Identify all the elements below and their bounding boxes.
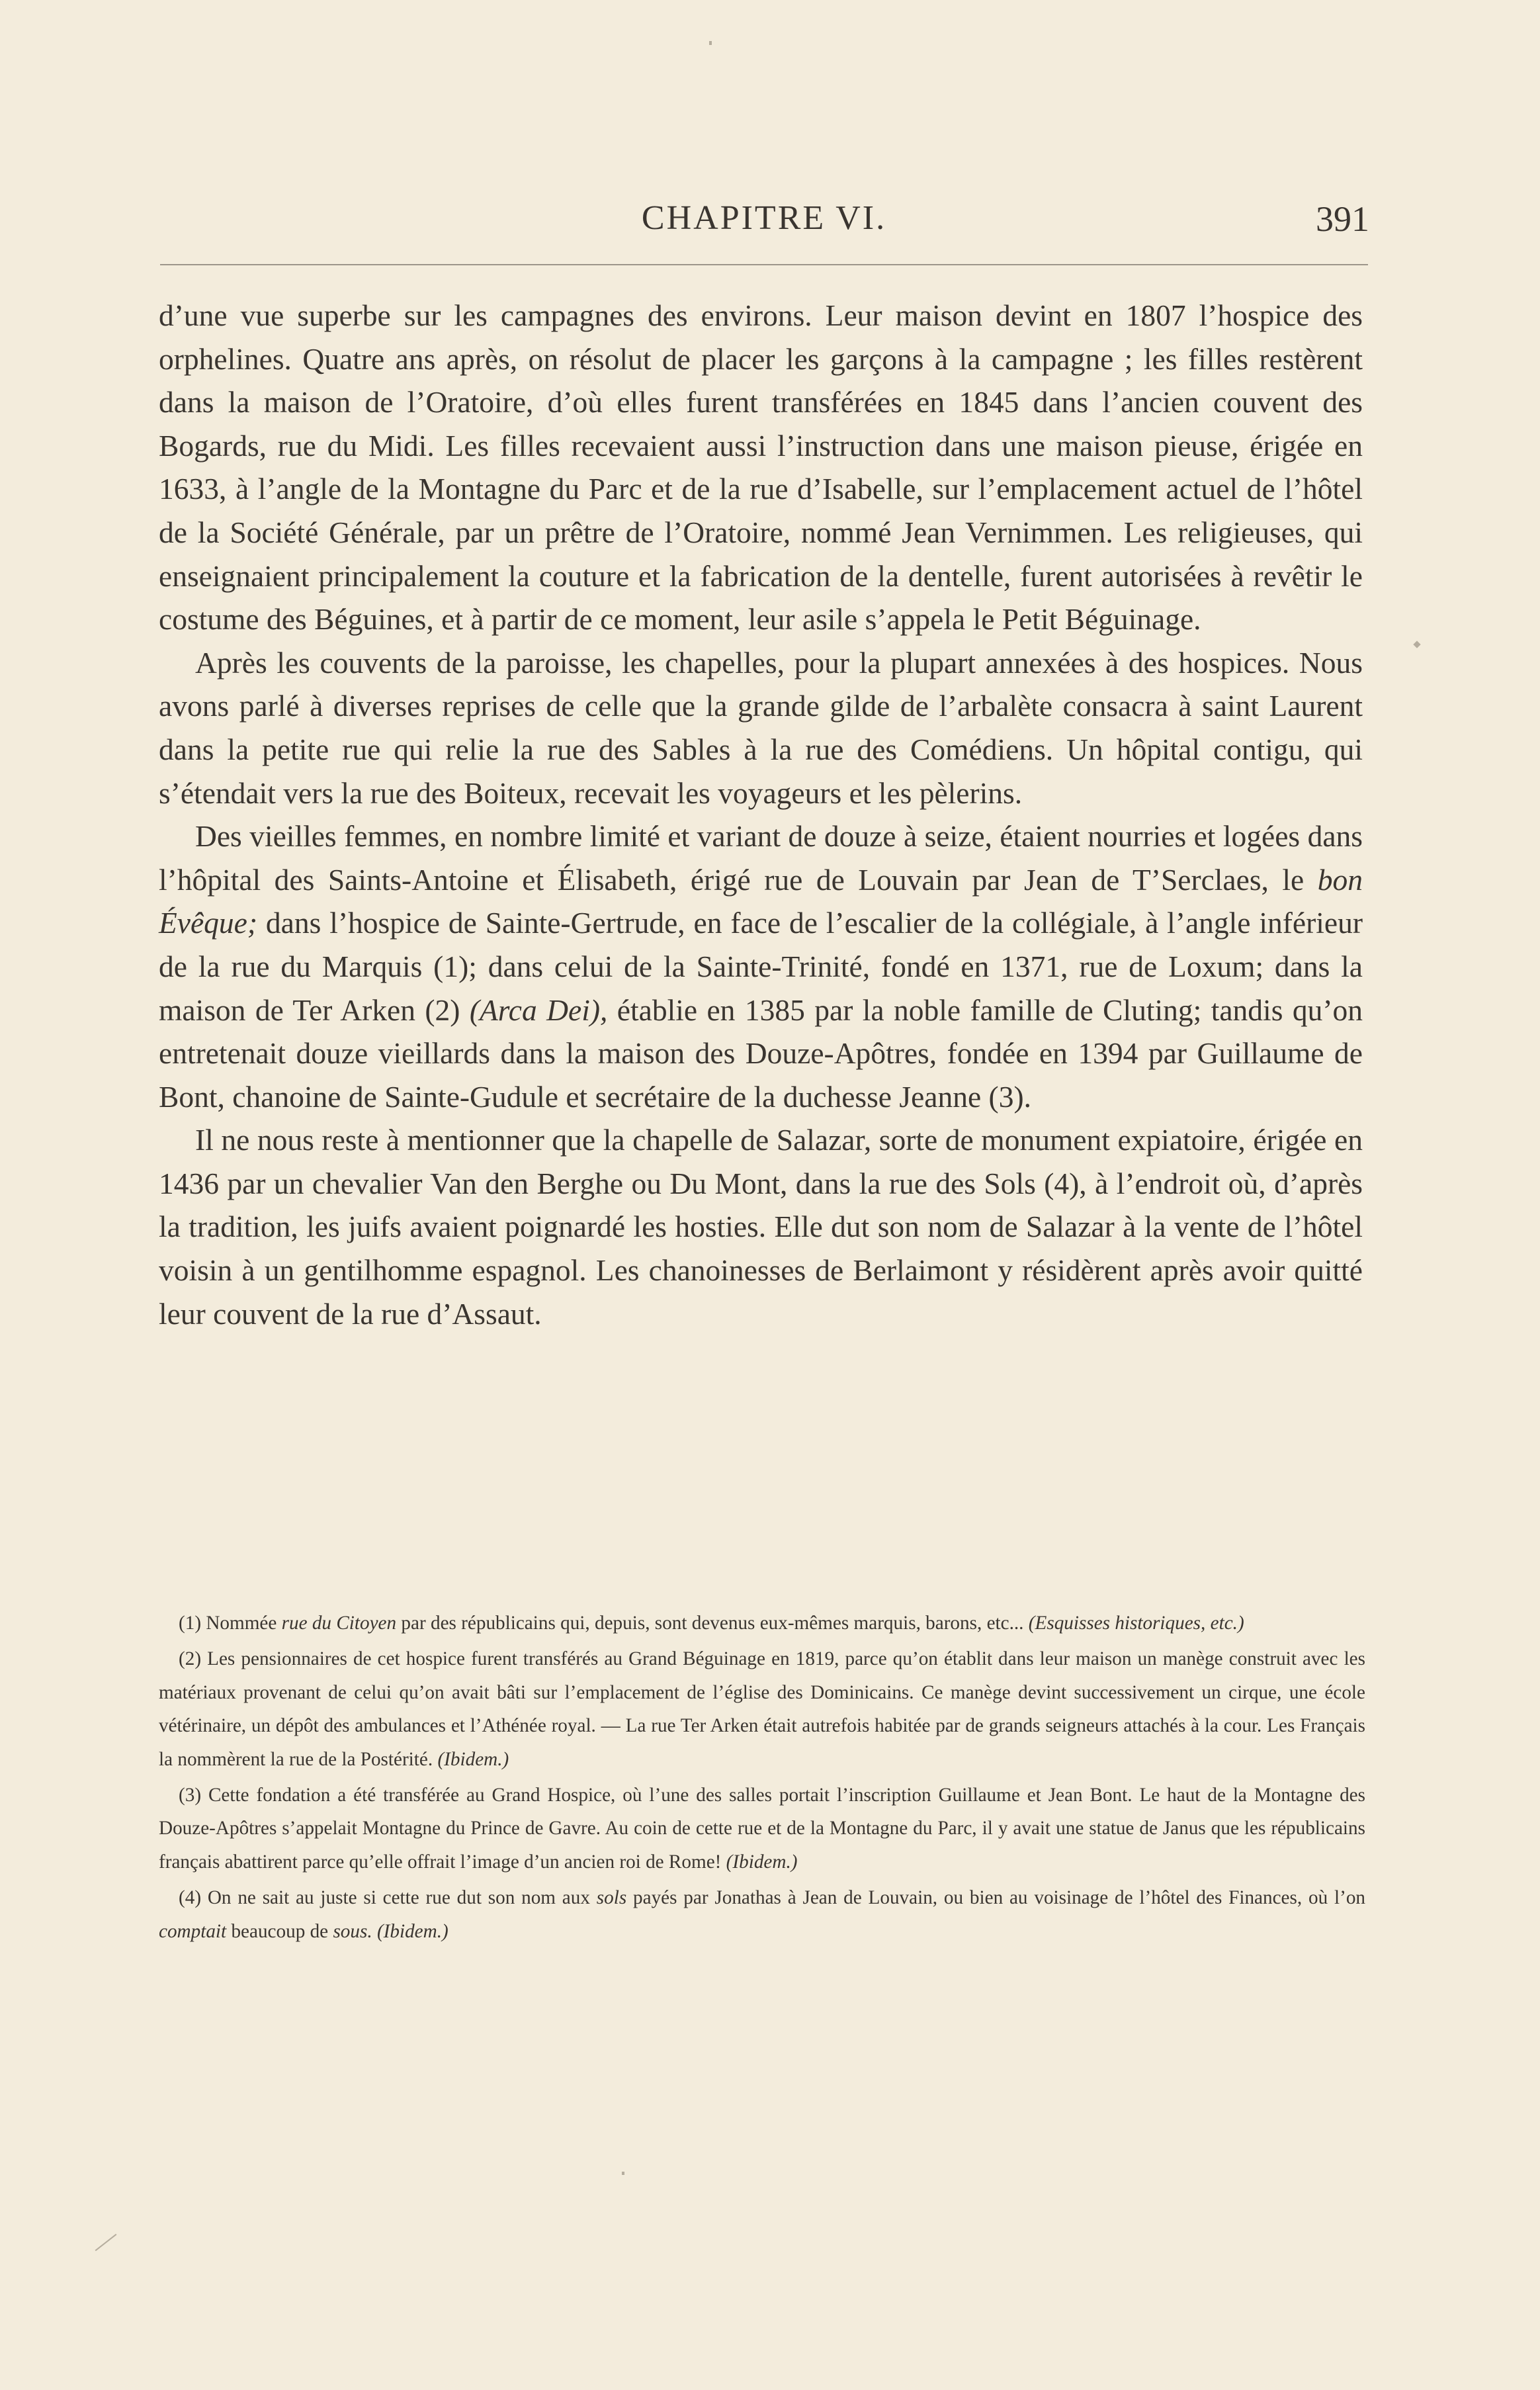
footnote-text: beaucoup de	[226, 1920, 333, 1942]
paper-speck	[95, 2234, 117, 2251]
paragraph	[159, 815, 1363, 1118]
footnote-text: (4) On ne sait au juste si cette rue dut son nom aux	[179, 1887, 597, 1909]
italic-text: (Ibidem.)	[376, 1920, 449, 1942]
header-rule	[160, 264, 1368, 265]
page-number: 391	[1316, 199, 1369, 239]
paragraph-text: Des vieilles femmes, en nombre limité et variant de douze à seize, étaient nourries et logées dans l’hôpital des Saints-Antoine et Élisabeth, érigé rue de Louvain par Jean de T’Serclaes, le	[159, 819, 1363, 897]
running-header	[159, 199, 1369, 251]
footnote-1	[159, 1607, 1365, 1640]
italic-text: sols	[596, 1887, 627, 1909]
paragraph: Après les couvents de la paroisse, les chapelles, pour la plupart annexées à des hospices. Nous avons parlé à diverses reprises de celle que la grande gilde de l’arbalète consacra à saint Laurent dans la petite rue qui relie la rue des Sables à la rue des Comédiens. Un hôpital contigu, qui s’étendait vers la rue des Boiteux, recevait les voyageurs et les pèlerins.	[159, 645, 1363, 810]
italic-text: (Ibidem.)	[437, 1748, 509, 1770]
footnote-text: (3) Cette fondation a été transférée au Grand Hospice, où l’une des salles portait l’inscription Guillaume et Jean Bont. Le haut de la Montagne des Douze-Apôtres s’appelait Montagne du Prince de Gavre. Au coin de cette rue et de la Montagne du Parc, il y avait une statue de Janus que les républicains français abattirent parce qu’elle offrait l’image d’un ancien roi de Rome!	[159, 1785, 1365, 1873]
italic-text: (Arca Dei),	[469, 993, 608, 1027]
italic-text: comptait	[159, 1920, 227, 1942]
paragraph-text: dans l’hospice de Sainte-Gertrude, en face de l’escalier de la collégiale, à l’angle inférieur de la rue du Marquis (1); dans celui de la Sainte-Trinité, fondé en 1371, rue de Loxum; dans la maison de Ter Arken (2)	[159, 906, 1363, 1027]
paragraph: Il ne nous reste à mentionner que la chapelle de Salazar, sorte de monument expiatoire, érigée en 1436 par un chevalier Van den Berghe ou Du Mont, dans la rue des Sols (4), à l’endroit où, d’après la tradition, les juifs avaient poignardé les hosties. Elle dut son nom de Salazar à la vente de l’hôtel voisin à un gentilhomme espagnol. Les chanoinesses de Berlaimont y résidèrent après avoir quitté leur couvent de la rue d’Assaut.	[159, 1123, 1363, 1331]
italic-text: bon Évêque;	[159, 862, 1363, 940]
footnote-text: (2) Les pensionnaires de cet hospice furent transférés au Grand Béguinage en 1819, parce qu’on établit dans leur maison un manège construit avec les matériaux provenant de celui qu’on avait bâti sur l’emplacement de l’église des Dominicains. Ce manège devint successivement un cirque, une école vétérinaire, un dépôt des ambulances et l’Athénée royal. — La rue Ter Arken était autrefois habitée par de grands seigneurs attachés à la cour. Les Français la nommèrent la rue de la Postérité.	[159, 1648, 1365, 1770]
italic-text: rue du Citoyen	[281, 1613, 397, 1634]
paragraph-text: établie en 1385 par la noble famille de Cluting; tandis qu’on entretenait douze vieillards dans la maison des Douze-Apôtres, fondée en 1394 par Guillaume de Bont, chanoine de Sainte-Gudule et secrétaire de la duchesse Jeanne (3).	[159, 993, 1363, 1114]
footnote-3	[159, 1779, 1365, 1879]
italic-text: sous.	[333, 1920, 372, 1942]
paper-speck	[622, 2172, 624, 2175]
footnotes	[159, 1607, 1365, 1948]
footnote-text: payés par Jonathas à Jean de Louvain, ou bien au voisinage de l’hôtel des Finances, où l’on	[626, 1887, 1366, 1909]
chapter-title: CHAPITRE VI.	[641, 199, 887, 237]
footnote-text: par des républicains qui, depuis, sont devenus eux-mêmes marquis, barons, etc...	[396, 1613, 1029, 1634]
main-text	[159, 294, 1363, 1335]
footnote-text	[372, 1921, 377, 1942]
paper-speck	[1413, 641, 1420, 648]
italic-text: (Ibidem.)	[726, 1851, 798, 1873]
italic-text: (Esquisses historiques, etc.)	[1028, 1613, 1244, 1634]
footnote-2	[159, 1642, 1365, 1776]
paragraph: d’une vue superbe sur les campagnes des environs. Leur maison devint en 1807 l’hospice des orphelines. Quatre ans après, on résolut de placer les garçons à la campagne ; les filles restèrent dans la maison de l’Oratoire, d’où elles furent transférées en 1845 dans l’ancien couvent des Bogards, rue du Midi. Les filles recevaient aussi l’instruction dans une maison pieuse, érigée en 1633, à l’angle de la Montagne du Parc et de la rue d’Isabelle, sur l’emplacement actuel de l’hôtel de la Société Générale, par un prêtre de l’Oratoire, nommé Jean Vernimmen. Les religieuses, qui enseignaient principalement la couture et la fabrication de la dentelle, furent autorisées à revêtir le costume des Béguines, et à partir de ce moment, leur asile s’appela le Petit Béguinage.	[159, 298, 1363, 637]
paper-speck	[709, 41, 712, 45]
footnote-text: (1) Nommée	[179, 1613, 282, 1634]
footnote-4	[159, 1881, 1365, 1948]
